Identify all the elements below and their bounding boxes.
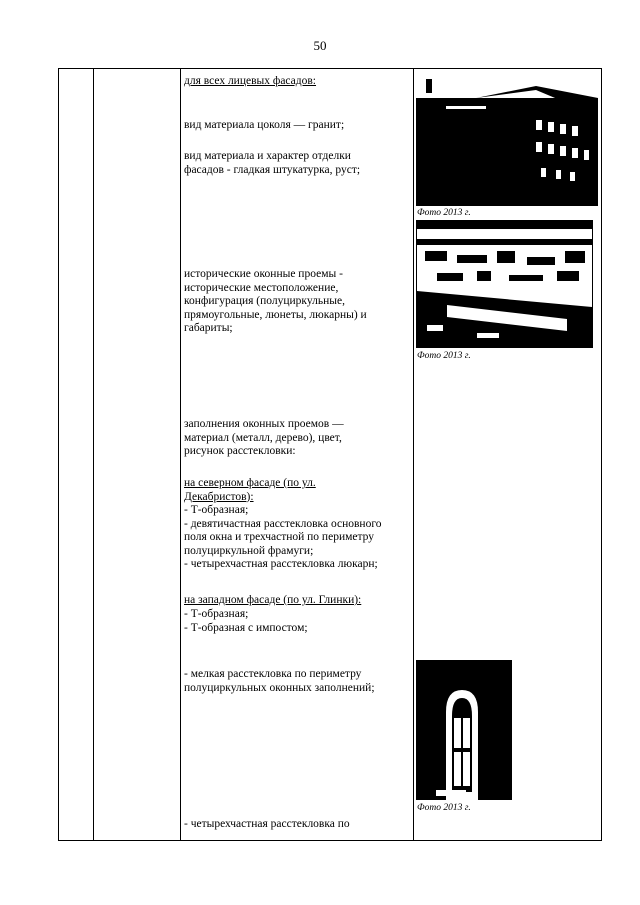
west-facade-heading: на западном фасаде (по ул. Глинки): — [184, 594, 362, 606]
heading-all-facades: для всех лицевых фасадов: — [184, 75, 317, 87]
column-divider — [413, 69, 414, 840]
window-photo-image — [416, 660, 512, 800]
facade-photo-image — [416, 76, 598, 206]
fillings-text: заполнения оконных проемов — материал (металл, дерево), цвет, рисунок расстекловки: — [184, 418, 344, 457]
photo-caption: Фото 2013 г. — [417, 351, 471, 361]
column-divider — [180, 69, 181, 840]
page-number: 50 — [313, 38, 327, 53]
plinth-photo-image — [417, 221, 592, 347]
plinth-photo — [416, 220, 593, 348]
north-facade-heading: на северном фасаде (по ул. Декабристов): — [184, 477, 316, 503]
west-facade-items: - Т-образная; - Т-образная с импостом; — [184, 608, 308, 634]
north-facade-items: - Т-образная; - девятичастная расстекловка основного поля окна и трехчастной по периметру полуциркульной фрамуги; - четырехчастная расстекловка люкарн; — [184, 504, 382, 570]
photo-caption: Фото 2013 г. — [417, 208, 471, 218]
four-part-glazing-text: - четырехчастная расстекловка по — [184, 818, 350, 830]
finish-text: вид материала и характер отделки фасадов - гладкая штукатурка, руст; — [184, 150, 361, 176]
plinth-text: вид материала цоколя — гранит; — [184, 119, 345, 131]
facade-photo — [416, 76, 598, 206]
photo-caption: Фото 2013 г. — [417, 803, 471, 813]
column-divider — [93, 69, 94, 840]
window-photo — [416, 660, 512, 800]
small-glazing-text: - мелкая расстекловка по периметру полуциркульных оконных заполнений; — [184, 668, 375, 694]
windows-text: исторические оконные проемы - исторические местоположение, конфигурация (полуциркульные, прямоугольные, люнеты, люкарны) и габариты; — [184, 268, 367, 334]
